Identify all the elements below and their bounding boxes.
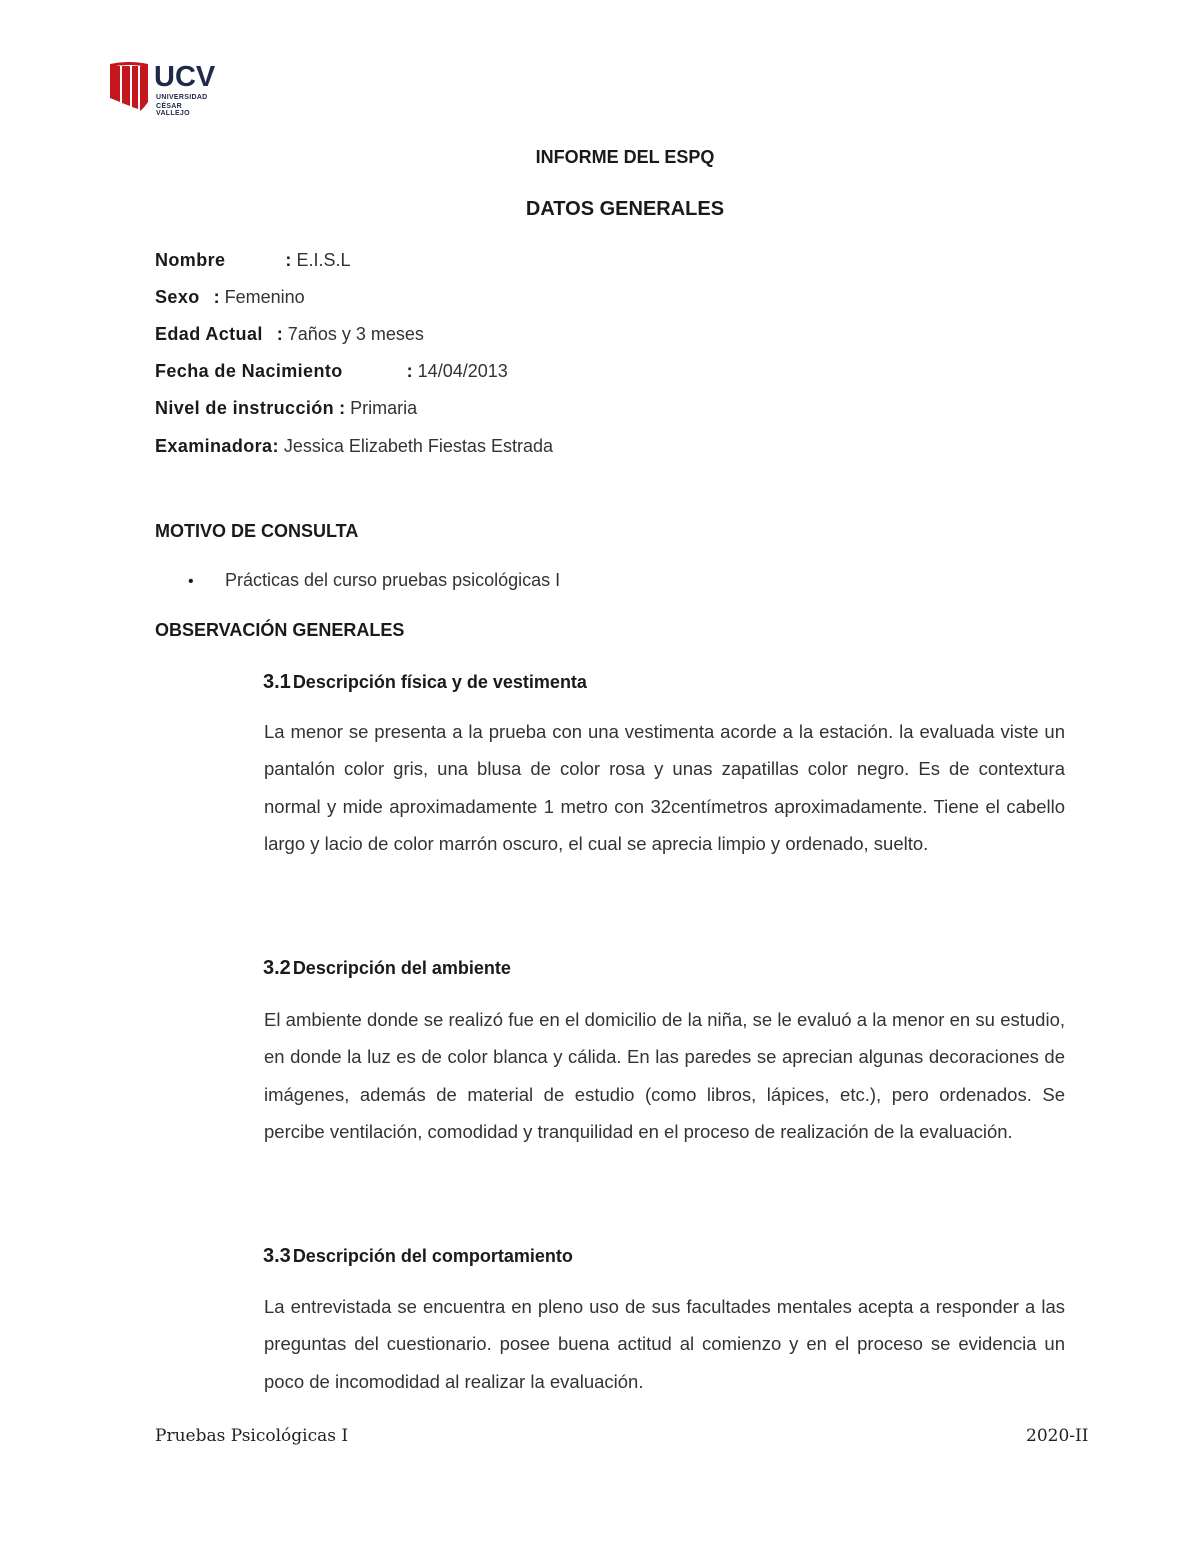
university-logo <box>108 61 218 117</box>
field-sexo-label: Sexo <box>155 287 200 307</box>
section-3-1-title: Descripción física y de vestimenta <box>292 672 587 692</box>
field-nivel-separator: : <box>339 398 346 418</box>
field-edad <box>155 322 424 346</box>
field-sexo-separator: : <box>213 287 220 307</box>
motivo-heading: MOTIVO DE CONSULTA <box>155 521 359 541</box>
logo-brand: UCV <box>154 61 216 93</box>
ucv-shield-icon <box>108 62 150 112</box>
document-title: INFORME DEL ESPQ <box>535 147 715 167</box>
observacion-heading: OBSERVACIÓN GENERALES <box>155 620 405 640</box>
footer-course: Pruebas Psicológicas I <box>155 1426 349 1446</box>
field-edad-value: 7años y 3 meses <box>287 324 424 344</box>
document-subtitle: DATOS GENERALES <box>525 198 725 220</box>
field-fecha-separator: : <box>406 361 413 381</box>
section-3-1-number: 3.1 <box>263 671 291 693</box>
field-examinadora <box>155 434 553 458</box>
section-3-2-number: 3.2 <box>263 957 291 979</box>
motivo-list-item <box>188 570 560 591</box>
field-nombre <box>155 248 350 272</box>
field-nivel-instruccion <box>155 396 417 420</box>
footer-term: 2020-II <box>1026 1426 1089 1446</box>
field-sexo <box>155 285 305 309</box>
field-fecha-value: 14/04/2013 <box>417 361 508 381</box>
field-edad-separator: : <box>276 324 283 344</box>
section-3-2-title: Descripción del ambiente <box>292 958 511 978</box>
field-fecha-label: Fecha de Nacimiento <box>155 361 343 381</box>
field-examinadora-label: Examinadora: <box>155 436 279 456</box>
section-3-1-paragraph: La menor se presenta a la prueba con una vestimenta acorde a la estación. la evaluada viste un pantalón color gris, una blusa de color rosa y unas zapatillas color negro. Es de contextura normal y mide aproximadamente 1 metro con 32centímetros aproximadamente. Tiene el cabello largo y lacio de color marrón oscuro, el cual se aprecia limpio y ordenado, suelto. <box>264 721 1065 854</box>
logo-subtitle-1: UNIVERSIDAD <box>156 94 208 101</box>
motivo-item-text: Prácticas del curso pruebas psicológicas I <box>225 570 561 590</box>
field-nivel-value: Primaria <box>350 398 418 418</box>
bullet-icon: • <box>188 573 194 590</box>
section-3-3-heading <box>263 1245 573 1268</box>
section-3-2-paragraph: El ambiente donde se realizó fue en el domicilio de la niña, se le evaluó a la menor en su estudio, en donde la luz es de color blanca y cálida. En las paredes se aprecian algunas decoraciones de imágenes, además de material de estudio (como libros, lápices, etc.), pero ordenados. Se percibe ventilación, comodidad y tranquilidad en el proceso de realización de la evaluación. <box>264 1009 1065 1142</box>
logo-subtitle-2: CÉSAR VALLEJO <box>156 103 190 117</box>
section-3-3-paragraph: La entrevistada se encuentra en pleno uso de sus facultades mentales acepta a responder a las preguntas del cuestionario. posee buena actitud al comienzo y en el proceso se evidencia un poco de incomodidad al realizar la evaluación. <box>264 1296 1065 1392</box>
field-nombre-separator: : <box>285 250 292 270</box>
section-3-2-heading <box>263 957 511 980</box>
section-3-3-number: 3.3 <box>263 1245 291 1267</box>
section-3-1-heading <box>263 671 587 694</box>
field-examinadora-value: Jessica Elizabeth Fiestas Estrada <box>283 436 553 456</box>
field-fecha-nacimiento <box>155 359 508 383</box>
field-sexo-value: Femenino <box>224 287 305 307</box>
field-nombre-value: E.I.S.L <box>296 250 351 270</box>
field-nivel-label: Nivel de instrucción <box>155 398 335 418</box>
section-3-3-title: Descripción del comportamiento <box>292 1246 573 1266</box>
field-nombre-label: Nombre <box>155 250 226 270</box>
field-edad-label: Edad Actual <box>155 324 263 344</box>
